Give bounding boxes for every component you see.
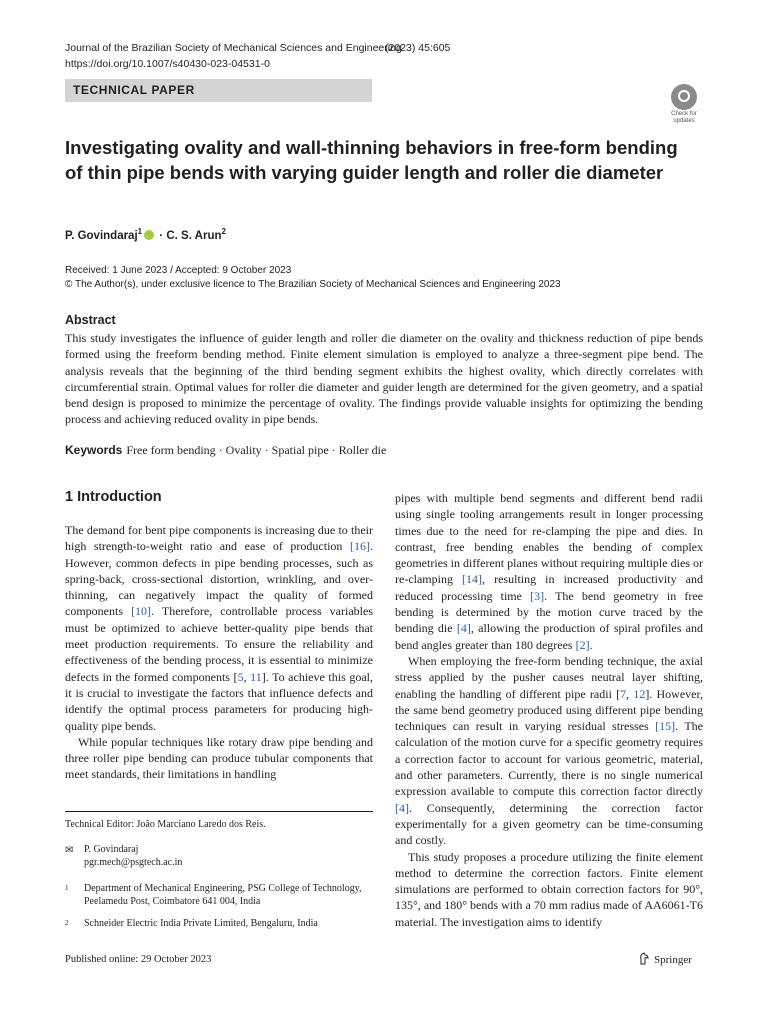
springer-horse-icon	[638, 952, 650, 965]
article-dates	[65, 264, 561, 292]
citation-link[interactable]: 5	[237, 669, 244, 684]
body-column-right	[395, 490, 703, 930]
publisher-logo	[638, 952, 692, 966]
published-date: Published online: 29 October 2023	[65, 954, 212, 965]
citation-link[interactable]: [3]	[530, 588, 545, 603]
journal-name: Journal of the Brazilian Society of Mechanical Sciences and Engineering	[65, 42, 402, 54]
journal-volume: (2023) 45:605	[385, 42, 451, 54]
citation-link[interactable]: [10]	[131, 604, 152, 619]
author-1[interactable]: P. Govindaraj	[65, 229, 138, 242]
article-type-banner	[65, 79, 372, 102]
paper-title: Investigating ovality and wall-thinning behaviors in free-form bending of thin pipe bends with varying guider length and roller die diameter	[65, 137, 678, 183]
keywords-list: Free form bending · Ovality · Spatial pipe · Roller die	[126, 443, 387, 457]
journal-header	[65, 40, 451, 72]
author-1-affiliation: 1	[137, 227, 143, 236]
received-accepted: Received: 1 June 2023 / Accepted: 9 October 2023	[65, 265, 292, 276]
citation-link[interactable]: [4]	[456, 621, 471, 636]
affiliation-text: Schneider Electric India Private Limited, Bengaluru, India	[84, 918, 318, 929]
check-updates-label: Check for updates	[671, 111, 697, 124]
section-heading: 1 Introduction	[65, 489, 162, 505]
citation-link[interactable]: [2]	[575, 637, 590, 652]
author-list	[65, 227, 226, 242]
keywords-label: Keywords	[65, 443, 123, 457]
check-for-updates-badge[interactable]	[664, 84, 704, 124]
technical-editor-note: Technical Editor: João Marciano Laredo dos Reis.	[65, 819, 266, 830]
contact-name: P. Govindaraj	[84, 844, 139, 855]
paragraph: pipes with multiple bend segments and different bend radii using single tooling arrangements result in longer processing times due to the need for re-clamping the pipe and dies. In contrast, free bending enables the bending of complex geometries in different planes without requiring multiple dies or re-clamping [14], resulting in increased productivity and reduced processing time [3]. The bend geometry in free bending is determined by the motion curve traced by the bending die [4], allowing the production of spiral profiles and bend angles greater than 180 degrees [2].	[395, 491, 704, 652]
orcid-icon[interactable]	[144, 230, 154, 240]
citation-link[interactable]: 7	[620, 686, 627, 701]
paragraph: When employing the free-form bending technique, the axial stress applied by the pusher causes neutral layer shifting, enabling the handling of different pipe radii [7, 12]. However, the same bend geometry produced using different pipe bending techniques can result in varying residual stresses [15]. The calculation of the motion curve for a specific geometry requires a correction factor to account for various geometric, material, and other parameters. Currently, there is no single numerical expression available to compute this correction factor directly [4]. Consequently, determining the correction factor experimentally for a given geometry can be time-consuming and costly.	[395, 653, 704, 848]
author-2[interactable]: C. S. Arun	[166, 229, 222, 242]
citation-link[interactable]: [16]	[350, 539, 370, 554]
article-type-label: TECHNICAL PAPER	[73, 83, 195, 97]
citation-link[interactable]: [15]	[655, 719, 676, 734]
paragraph: This study proposes a procedure utilizing the finite element method to determine the correction factors. Finite element simulations are performed to obtain correction factors for 90°, 135°, and 180° bends with a 70 mm radius made of AA6061-T6 material. The investigation aims to identify	[395, 849, 703, 929]
copyright-line: © The Author(s), under exclusive licence to The Brazilian Society of Mechanical Sciences and Engineering 2023	[65, 279, 561, 290]
affiliation-number: 1	[65, 884, 69, 892]
footnote-divider	[65, 811, 373, 812]
citation-link[interactable]: 11	[250, 669, 262, 684]
citation-link[interactable]: 12	[633, 686, 646, 701]
author-2-affiliation: 2	[221, 227, 226, 236]
body-column-left	[65, 522, 373, 783]
check-updates-icon	[671, 84, 697, 110]
citation-link[interactable]: [4]	[395, 800, 409, 815]
abstract-text: This study investigates the influence of guider length and roller die diameter on the ovality and thickness reduction of pipe bends formed using the freeform bending method. Finite element simulation is employed to analyze a three-segment pipe bend. The analysis reveals that the beginning of the third bending segment exhibits the highest ovality, which directly correlates with circumferential strain. Optimal values for roller die diameter and guider length are determined for the given geometry, and a spatial bend design is proposed to minimize the percentage of ovality. The findings provide valuable insights for optimizing the bending process and achieving reduced ovality in pipe bends.	[65, 331, 703, 427]
contact-email[interactable]: pgr.mech@psgtech.ac.in	[84, 857, 183, 869]
abstract-heading: Abstract	[65, 313, 116, 327]
publisher-name: Springer	[654, 954, 692, 966]
keywords	[65, 443, 386, 458]
doi-link[interactable]: https://doi.org/10.1007/s40430-023-04531-0	[65, 58, 270, 70]
paragraph: While popular techniques like rotary draw pipe bending and three roller pipe bending can produce tubular components that meet standards, their limitations in handling	[65, 734, 373, 782]
envelope-icon: ✉	[65, 845, 74, 856]
author-separator: ·	[156, 229, 167, 242]
citation-link[interactable]: [14]	[462, 572, 483, 587]
affiliation-text: Department of Mechanical Engineering, PSG College of Technology, Peelamedu Post, Coimbatore 641 004, India	[84, 883, 362, 908]
affiliation-number: 2	[65, 919, 69, 927]
paragraph: The demand for bent pipe components is increasing due to their high strength-to-weight ratio and ease of production [16]. However, common defects in pipe bending processes, such as spring-back, cross-sectional distortion, wrinkling, and over-thinning, can negatively impact the quality of formed components [10]. Therefore, controllable process variables must be optimized to achieve better-quality pipe bends that meet production requirements. To ensure the reliability and effectiveness of the bending process, it is essential to minimize defects in the formed components [5, 11]. To achieve this goal, it is crucial to investigate the factors that influence defects and identify the optimal process parameters for producing high-quality pipe bends.	[65, 523, 373, 733]
